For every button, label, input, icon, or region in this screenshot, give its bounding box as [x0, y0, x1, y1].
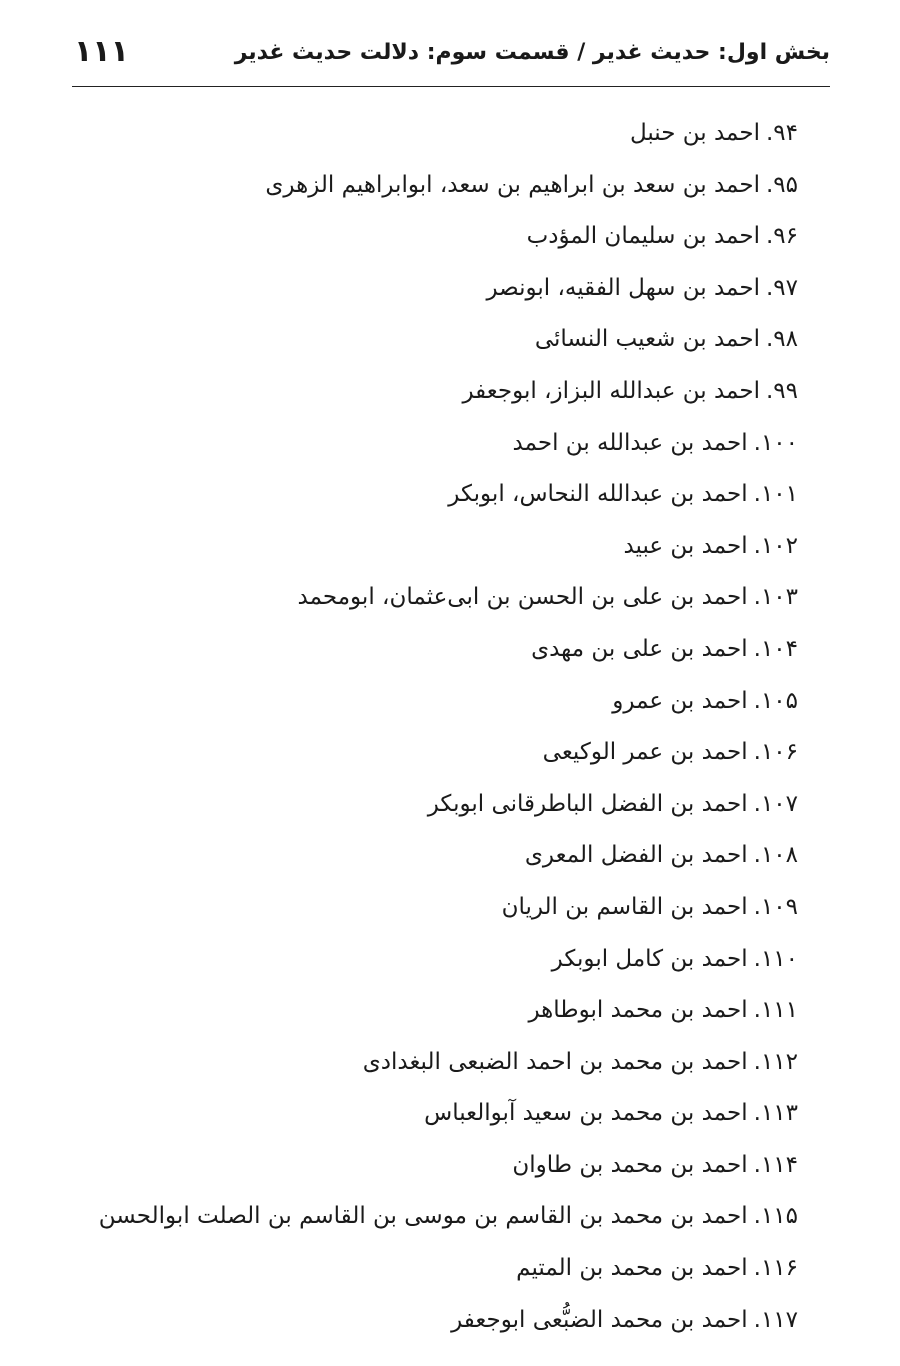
entry-number: ۱۰۶.	[753, 739, 798, 766]
entry-text: احمد بن محمد بن احمد الضبعی البغدادی	[362, 1048, 748, 1075]
list-item	[98, 314, 798, 366]
entry-text: احمد بن عبدالله بن احمد	[512, 429, 748, 456]
list-item	[98, 1243, 798, 1295]
entry-number: ۹۸.	[765, 326, 798, 353]
page-header	[72, 30, 830, 87]
list-item	[98, 779, 798, 831]
entry-number: ۱۰۱.	[753, 481, 798, 508]
list-item	[98, 1140, 798, 1192]
list-item	[98, 211, 798, 263]
entry-text: احمد بن سلیمان المؤدب	[526, 223, 760, 250]
entry-number: ۱۱۰.	[753, 945, 798, 972]
entry-number: ۹۹.	[765, 377, 798, 404]
entry-text: احمد بن الفضل الباطرقانی ابوبکر	[427, 790, 748, 817]
narrator-list	[98, 108, 798, 1346]
list-item	[98, 727, 798, 779]
entry-text: احمد بن عبدالله البزاز، ابوجعفر	[462, 377, 760, 404]
entry-text: احمد بن علی بن مهدی	[531, 635, 748, 662]
list-item	[98, 572, 798, 624]
entry-text: احمد بن عبدالله النحاس، ابوبکر	[448, 481, 748, 508]
entry-number: ۱۱۳.	[753, 1100, 798, 1127]
entry-text: احمد بن محمد بن طاوان	[512, 1151, 748, 1178]
entry-text: احمد بن القاسم بن الریان	[501, 893, 748, 920]
entry-text: احمد بن سهل الفقیه، ابونصر	[486, 274, 760, 301]
page-number: ۱۱۱	[74, 34, 129, 69]
entry-number: ۹۶.	[765, 223, 798, 250]
list-item	[98, 263, 798, 315]
entry-number: ۱۱۵.	[753, 1203, 798, 1230]
list-item	[98, 108, 798, 160]
entry-number: ۱۰۴.	[753, 635, 798, 662]
entry-text: احمد بن عمرو	[612, 687, 748, 714]
list-item	[98, 676, 798, 728]
entry-number: ۱۰۸.	[753, 842, 798, 869]
list-item	[98, 160, 798, 212]
entry-text: احمد بن علی بن الحسن بن ابی‌عثمان، ابومحمد	[297, 584, 748, 611]
entry-number: ۹۷.	[765, 274, 798, 301]
entry-number: ۱۰۳.	[753, 584, 798, 611]
entry-number: ۱۰۷.	[753, 790, 798, 817]
entry-number: ۱۱۶.	[753, 1255, 798, 1282]
entry-number: ۱۱۱.	[753, 997, 798, 1024]
entry-text: احمد بن سعد بن ابراهیم بن سعد، ابوابراهیم الزهری	[265, 171, 760, 198]
list-item	[98, 521, 798, 573]
list-item	[98, 1037, 798, 1089]
list-item	[98, 1088, 798, 1140]
entry-text: احمد بن حنبل	[629, 120, 760, 146]
list-item	[98, 1191, 798, 1243]
entry-text: احمد بن محمد بن القاسم بن موسی بن القاسم بن الصلت ابوالحسن	[98, 1203, 748, 1230]
list-item	[98, 366, 798, 418]
entry-number: ۱۱۲.	[753, 1048, 798, 1075]
entry-text: احمد بن کامل ابوبکر	[551, 945, 748, 972]
entry-number: ۱۱۷.	[753, 1306, 798, 1333]
entry-text: احمد بن عبید	[623, 532, 748, 559]
entry-number: ۱۰۵.	[753, 687, 798, 714]
entry-number: ۱۰۹.	[753, 893, 798, 920]
list-item	[98, 624, 798, 676]
list-item	[98, 882, 798, 934]
entry-number: ۱۰۲.	[753, 532, 798, 559]
entry-text: احمد بن محمد بن سعید آبوالعباس	[424, 1100, 748, 1127]
list-item	[98, 934, 798, 986]
entry-text: احمد بن محمد الضبُّعی ابوجعفر	[451, 1306, 748, 1333]
entry-text: احمد بن عمر الوکیعی	[542, 739, 748, 766]
entry-text: احمد بن محمد ابوطاهر	[528, 997, 748, 1024]
entry-number: ۱۰۰.	[753, 429, 798, 456]
entry-number: ۹۵.	[765, 171, 798, 198]
entry-text: احمد بن محمد بن المتیم	[516, 1255, 748, 1282]
entry-number: ۹۴.	[765, 120, 798, 146]
list-item	[98, 469, 798, 521]
entry-number: ۱۱۴.	[753, 1151, 798, 1178]
list-item	[98, 985, 798, 1037]
list-item	[98, 830, 798, 882]
entry-text: احمد بن شعیب النسائی	[534, 326, 760, 353]
entry-text: احمد بن الفضل المعری	[524, 842, 748, 869]
list-item	[98, 418, 798, 470]
running-header-title: بخش اول: حدیث غدیر / قسمت سوم: دلالت حدیث غدیر	[234, 40, 830, 65]
list-item	[98, 1295, 798, 1347]
